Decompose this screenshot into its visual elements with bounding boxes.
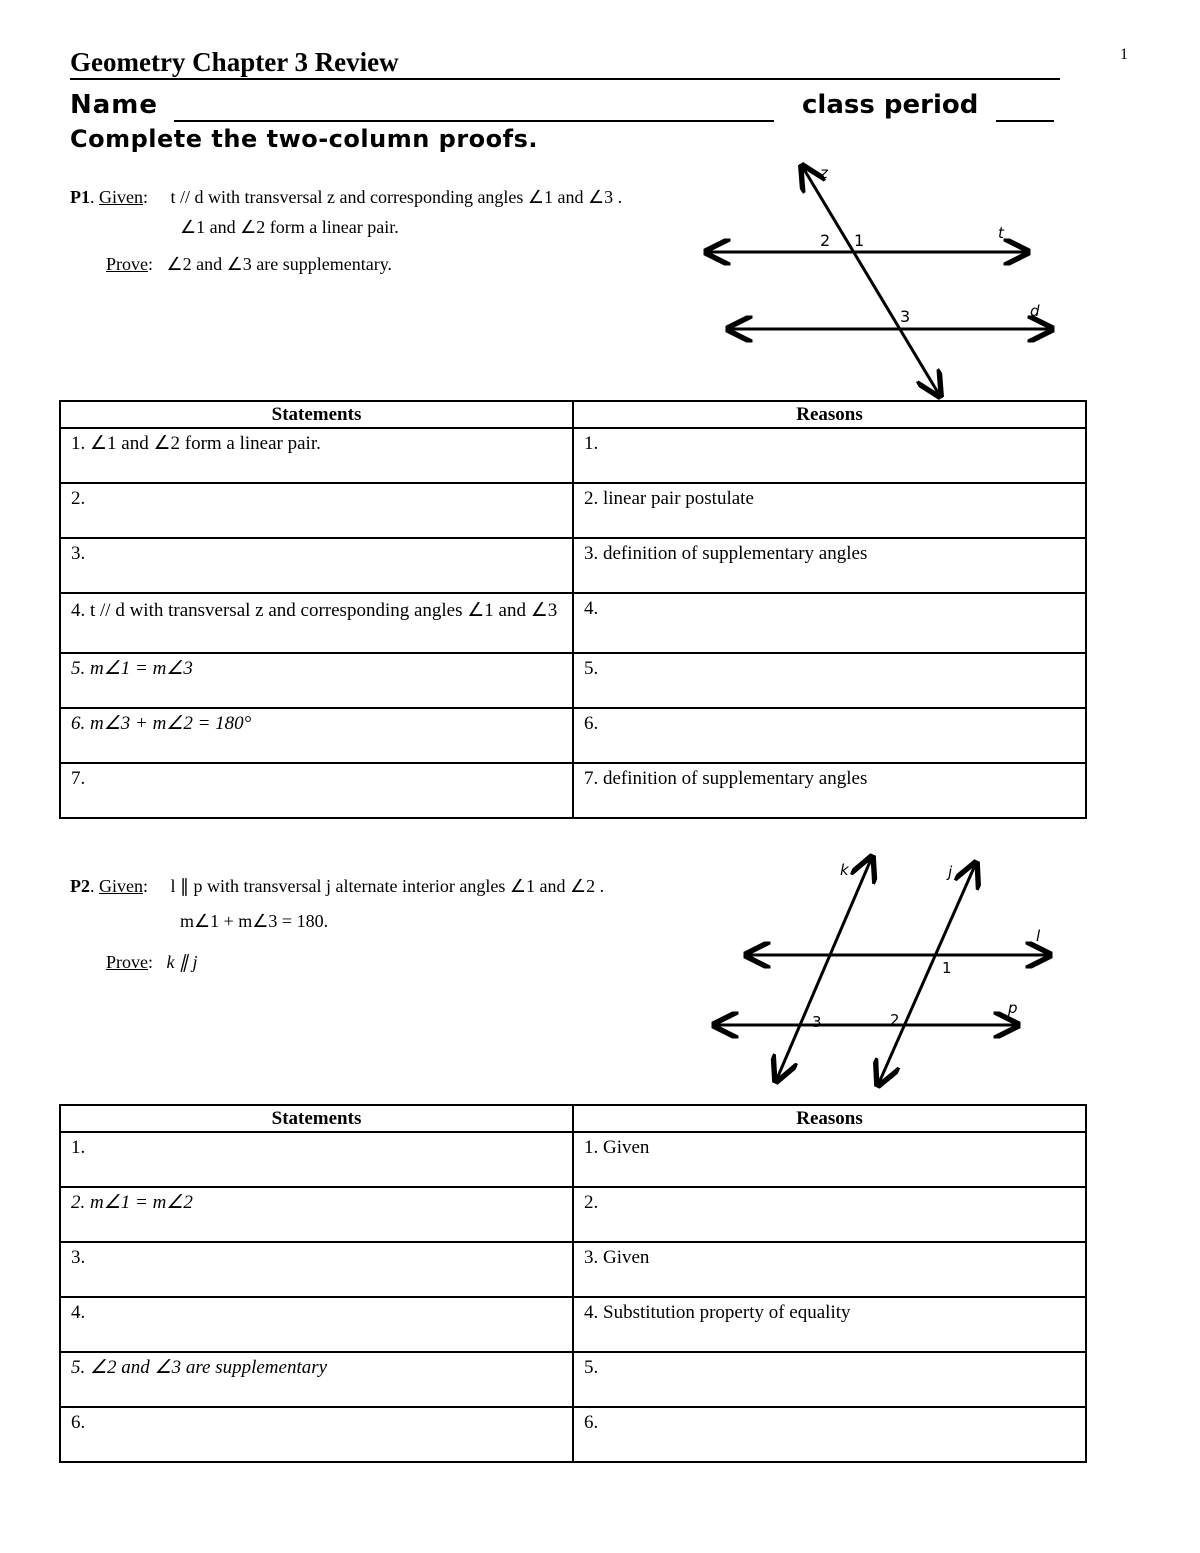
p1-label-angle1: 1 bbox=[854, 231, 865, 250]
p1-label: P1 bbox=[70, 187, 90, 207]
p2-label-k: k bbox=[840, 861, 849, 879]
document-title: Geometry Chapter 3 Review bbox=[70, 46, 1060, 80]
p2-line-j bbox=[878, 863, 976, 1085]
p1-prove-text: ∠2 and ∠3 are supplementary. bbox=[166, 254, 393, 274]
p1-label-d: d bbox=[1030, 302, 1040, 320]
class-period-blank[interactable] bbox=[996, 120, 1054, 122]
table-row bbox=[60, 483, 1086, 538]
p2-reason-1[interactable]: 1. Given bbox=[573, 1132, 1086, 1187]
p2-line-k bbox=[776, 857, 872, 1081]
p2-given-line1: P2. Given: l ∥ p with transversal j alternate interior angles ∠1 and ∠2 . bbox=[70, 876, 605, 896]
p2-statement-5[interactable]: 5. ∠2 and ∠3 are supplementary bbox=[60, 1352, 573, 1407]
p1-figure bbox=[690, 150, 1080, 410]
p1-label-t: t bbox=[998, 224, 1004, 242]
name-blank[interactable] bbox=[174, 120, 774, 122]
p1-given-line1: P1. Given: t // d with transversal z and corresponding angles ∠1 and ∠3 . bbox=[70, 187, 623, 207]
instructions: Complete the two-column proofs. bbox=[70, 125, 538, 153]
class-period-label: class period bbox=[802, 90, 979, 120]
p2-reason-2[interactable]: 2. bbox=[573, 1187, 1086, 1242]
p2-statement-6[interactable]: 6. bbox=[60, 1407, 573, 1462]
p2-label-p: p bbox=[1008, 999, 1018, 1017]
p1-label-z: z bbox=[820, 164, 828, 182]
table-row bbox=[60, 538, 1086, 593]
table-row bbox=[60, 1187, 1086, 1242]
p1-header-statements: Statements bbox=[60, 401, 573, 428]
p1-proof-table bbox=[59, 400, 1087, 819]
table-row bbox=[60, 593, 1086, 653]
name-label: Name bbox=[70, 90, 159, 120]
p1-statement-1[interactable]: 1. ∠1 and ∠2 form a linear pair. bbox=[60, 428, 573, 483]
p2-prove-label: Prove bbox=[106, 952, 148, 972]
p1-given-text1: t // d with transversal z and corresponding angles ∠1 and ∠3 . bbox=[170, 187, 623, 207]
table-row bbox=[60, 653, 1086, 708]
table-row bbox=[60, 1242, 1086, 1297]
p2-header-statements: Statements bbox=[60, 1105, 573, 1132]
p2-label-j: j bbox=[948, 863, 953, 881]
p2-header-reasons: Reasons bbox=[573, 1105, 1086, 1132]
p2-label-angle1: 1 bbox=[942, 959, 952, 977]
p2-proof-table bbox=[59, 1104, 1087, 1463]
p2-statement-2[interactable]: 2. m∠1 = m∠2 bbox=[60, 1187, 573, 1242]
p2-statement-4[interactable]: 4. bbox=[60, 1297, 573, 1352]
table-row bbox=[60, 1132, 1086, 1187]
p1-reason-4[interactable]: 4. bbox=[573, 593, 1086, 653]
p2-statement-3[interactable]: 3. bbox=[60, 1242, 573, 1297]
page-number: 1 bbox=[1120, 46, 1128, 63]
name-row bbox=[70, 90, 1060, 124]
p1-reason-6[interactable]: 6. bbox=[573, 708, 1086, 763]
p1-statement-5[interactable]: 5. m∠1 = m∠3 bbox=[60, 653, 573, 708]
p1-given-label: Given bbox=[99, 187, 143, 207]
table-row bbox=[60, 1407, 1086, 1462]
p2-label: P2 bbox=[70, 876, 90, 896]
p2-reason-6[interactable]: 6. bbox=[573, 1407, 1086, 1462]
p1-line-z bbox=[802, 166, 940, 396]
table-row bbox=[60, 1352, 1086, 1407]
p1-label-angle2: 2 bbox=[820, 231, 831, 250]
p1-statement-3[interactable]: 3. bbox=[60, 538, 573, 593]
p2-reason-4[interactable]: 4. Substitution property of equality bbox=[573, 1297, 1086, 1352]
p2-reason-5[interactable]: 5. bbox=[573, 1352, 1086, 1407]
p2-given-label: Given bbox=[99, 876, 143, 896]
p1-label-angle3: 3 bbox=[900, 307, 911, 326]
p2-given-text1: l ∥ p with transversal j alternate interior angles ∠1 and ∠2 . bbox=[170, 876, 605, 896]
p2-reason-3[interactable]: 3. Given bbox=[573, 1242, 1086, 1297]
p2-prove-line: Prove: k ∥ j bbox=[106, 952, 198, 972]
p2-prove-text: k ∥ j bbox=[166, 952, 198, 972]
p2-statement-1[interactable]: 1. bbox=[60, 1132, 573, 1187]
p2-given-line2: m∠1 + m∠3 = 180. bbox=[180, 911, 329, 931]
table-row bbox=[60, 428, 1086, 483]
p1-statement-2[interactable]: 2. bbox=[60, 483, 573, 538]
table-row bbox=[60, 763, 1086, 818]
p1-reason-2[interactable]: 2. linear pair postulate bbox=[573, 483, 1086, 538]
p2-label-angle3: 3 bbox=[812, 1013, 822, 1031]
p1-reason-7[interactable]: 7. definition of supplementary angles bbox=[573, 763, 1086, 818]
p1-header-reasons: Reasons bbox=[573, 401, 1086, 428]
p1-prove-label: Prove bbox=[106, 254, 148, 274]
p2-label-angle2: 2 bbox=[890, 1011, 900, 1029]
table-row bbox=[60, 1297, 1086, 1352]
table-row bbox=[60, 708, 1086, 763]
p1-statement-6[interactable]: 6. m∠3 + m∠2 = 180° bbox=[60, 708, 573, 763]
p2-figure bbox=[700, 845, 1080, 1095]
p1-statement-4[interactable]: 4. t // d with transversal z and corresponding angles ∠1 and ∠3 bbox=[60, 593, 573, 653]
p2-label-l: l bbox=[1036, 927, 1041, 945]
p1-reason-1[interactable]: 1. bbox=[573, 428, 1086, 483]
p1-reason-5[interactable]: 5. bbox=[573, 653, 1086, 708]
p1-statement-7[interactable]: 7. bbox=[60, 763, 573, 818]
p1-given-line2: ∠1 and ∠2 form a linear pair. bbox=[180, 217, 399, 237]
p1-reason-3[interactable]: 3. definition of supplementary angles bbox=[573, 538, 1086, 593]
p1-prove-line: Prove: ∠2 and ∠3 are supplementary. bbox=[106, 254, 393, 274]
